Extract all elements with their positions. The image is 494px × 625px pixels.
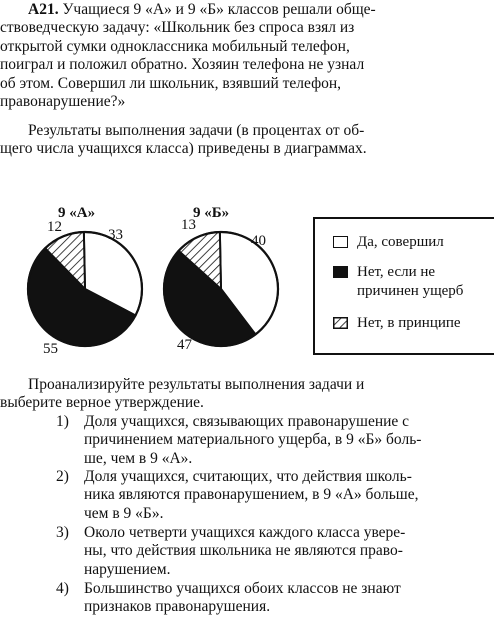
task-line: ствоведческую задачу: «Школьник без спроса взял из bbox=[0, 19, 355, 37]
option-number: 2) bbox=[56, 468, 69, 485]
task-line: правонарушение?» bbox=[0, 93, 126, 111]
task-line: открытой сумки одноклассника мобильный телефон, bbox=[0, 37, 350, 55]
option-line: нарушением. bbox=[84, 560, 171, 578]
task-line: поиграл и положил обратно. Хозяин телефона не узнал bbox=[0, 56, 365, 74]
option-line: Доля учащихся, считающих, что действия школь- bbox=[84, 468, 412, 485]
legend-label: Нет, если не bbox=[357, 264, 436, 280]
option-number: 3) bbox=[56, 524, 69, 541]
pie-b-label-47: 47 bbox=[177, 337, 192, 353]
pie-chart-class-a bbox=[28, 232, 142, 346]
intro-line: щего числа учащихся класса) приведены в диаграммах. bbox=[0, 140, 367, 158]
option-number: 1) bbox=[56, 413, 69, 430]
option-number: 4) bbox=[56, 580, 69, 597]
legend-swatch-hatched bbox=[333, 317, 348, 329]
option-line: признаков правонарушения. bbox=[84, 598, 271, 616]
option-line: Большинство учащихся обоих классов не знают bbox=[84, 580, 401, 597]
task-line: об этом. Совершил ли школьник, взявший телефон, bbox=[0, 74, 342, 92]
task-text bbox=[0, 1, 376, 111]
legend-label: причинен ущерб bbox=[357, 283, 464, 299]
legend-label: Нет, в принципе bbox=[357, 315, 461, 331]
pie-b-label-13: 13 bbox=[181, 217, 196, 233]
class-a-label: 9 «А» bbox=[58, 205, 96, 221]
task-number: А21. bbox=[28, 1, 59, 18]
option-line: причинением материального ущерба, в 9 «Б» боль- bbox=[84, 431, 422, 449]
legend-label: Да, совершил bbox=[357, 234, 444, 250]
option-line: чем в 9 «Б». bbox=[84, 504, 164, 522]
option-line: ны, что действия школьника не являются право- bbox=[84, 542, 403, 560]
intro-text bbox=[0, 122, 367, 159]
legend-swatch-black bbox=[333, 266, 348, 278]
class-b-label: 9 «Б» bbox=[193, 205, 230, 221]
question-text bbox=[0, 376, 365, 413]
pie-a-label-12: 12 bbox=[47, 219, 62, 235]
pie-a-label-55: 55 bbox=[43, 341, 58, 357]
task-line bbox=[28, 1, 376, 19]
chart-legend bbox=[313, 217, 494, 355]
question-line: Проанализируйте результаты выполнения задачи и bbox=[28, 376, 365, 393]
option-line: Около четверти учащихся каждого класса увере- bbox=[84, 524, 406, 541]
pie-a-label-33: 33 bbox=[108, 227, 123, 243]
task-line-text: Учащиеся 9 «А» и 9 «Б» классов решали обще- bbox=[62, 1, 376, 18]
legend-swatch-white bbox=[333, 236, 348, 248]
pie-b-label-40: 40 bbox=[251, 233, 266, 249]
intro-line: Результаты выполнения задачи (в процентах от об- bbox=[28, 122, 365, 139]
option-line: ника являются правонарушением, в 9 «А» больше, bbox=[84, 486, 419, 504]
option-line: Доля учащихся, связывающих правонарушение с bbox=[84, 413, 410, 430]
question-line: выберите верное утверждение. bbox=[0, 394, 204, 412]
option-line: ше, чем в 9 «А». bbox=[84, 449, 193, 467]
